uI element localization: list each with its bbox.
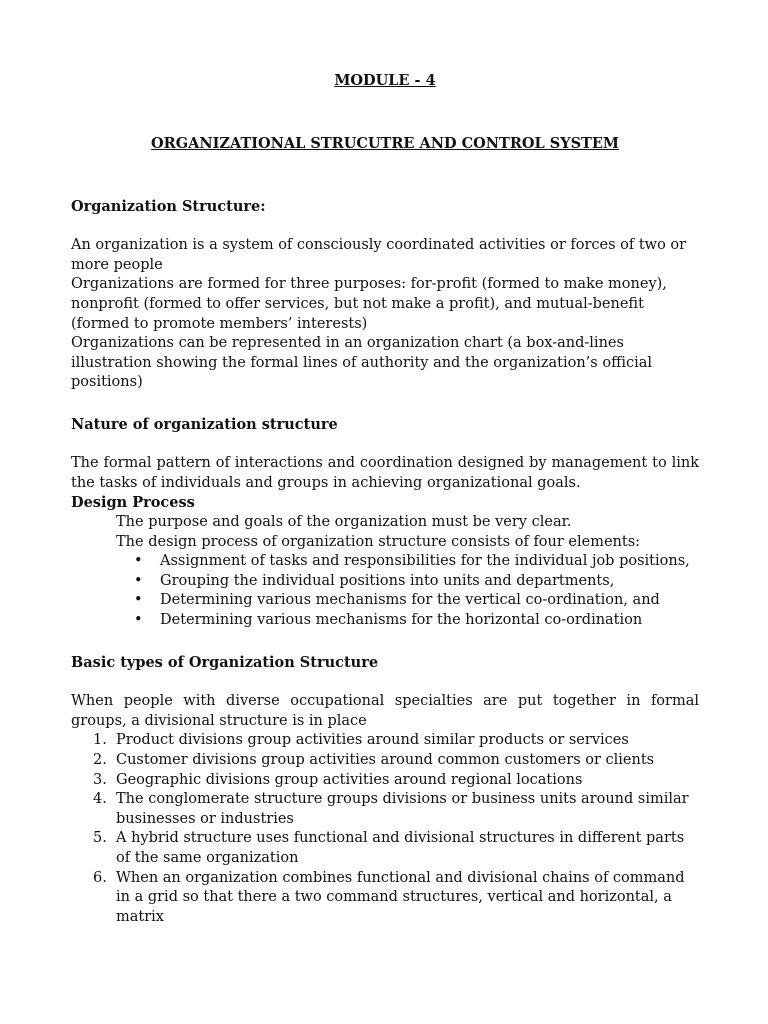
list-item xyxy=(93,869,699,928)
list-item xyxy=(93,751,699,771)
list-item xyxy=(134,591,699,611)
bullet-icon: • xyxy=(134,611,143,628)
indented-line: The purpose and goals of the organization must be very clear. xyxy=(116,513,572,530)
list-item xyxy=(134,611,699,631)
section-basic-types xyxy=(71,653,699,927)
list-item xyxy=(93,771,699,791)
list-item xyxy=(134,552,699,572)
list-item xyxy=(93,731,699,751)
list-number: 5. xyxy=(93,830,107,847)
list-item-text: Customer divisions group activities around common customers or clients xyxy=(116,751,655,768)
list-item-text: Determining various mechanisms for the vertical co-ordination, and xyxy=(160,592,660,609)
document-title: ORGANIZATIONAL STRUCUTRE AND CONTROL SYSTEM xyxy=(151,135,619,152)
section-heading: Organization Structure: xyxy=(71,198,266,215)
list-item-text: A hybrid structure uses functional and divisional structures in different parts of the same organization xyxy=(116,830,685,866)
list-item-text: Product divisions group activities around similar products or services xyxy=(116,732,629,749)
structure-types-list xyxy=(71,731,699,927)
list-item xyxy=(93,790,699,829)
section-heading: Nature of organization structure xyxy=(71,416,338,433)
paragraph: An organization is a system of consciously coordinated activities or forces of two or more people xyxy=(71,237,687,273)
list-item xyxy=(93,829,699,868)
bullet-icon: • xyxy=(134,592,143,609)
list-item-text: Assignment of tasks and responsibilities for the individual job positions, xyxy=(160,553,690,570)
list-number: 2. xyxy=(93,751,107,768)
subheading-design-process: Design Process xyxy=(71,494,195,512)
list-number: 3. xyxy=(93,771,107,788)
paragraph: Organizations can be represented in an organization chart (a box-and-lines illustration showing the formal lines of authority and the organization’s official positions) xyxy=(71,335,653,391)
bullet-icon: • xyxy=(134,572,143,589)
section-organization-structure xyxy=(71,197,699,393)
bullet-icon: • xyxy=(134,553,143,570)
paragraph: The formal pattern of interactions and coordination designed by management to link the tasks of individuals and groups in achieving organizational goals. xyxy=(71,455,699,491)
list-number: 1. xyxy=(93,732,107,749)
list-item-text: When an organization combines functional and divisional chains of command in a grid so that there a two command structures, vertical and horizontal, a matrix xyxy=(116,869,685,925)
list-item-text: Grouping the individual positions into units and departments, xyxy=(160,572,615,589)
list-item xyxy=(134,572,699,592)
section-nature-of-structure xyxy=(71,415,699,631)
list-number: 6. xyxy=(93,869,107,886)
design-elements-list xyxy=(71,552,699,630)
list-item-text: Geographic divisions group activities around regional locations xyxy=(116,771,583,788)
paragraph: When people with diverse occupational specialties are put together in formal groups, a divisional structure is in place xyxy=(71,693,699,729)
list-item-text: The conglomerate structure groups divisions or business units around similar businesses or industries xyxy=(116,791,689,827)
paragraph: Organizations are formed for three purposes: for-profit (formed to make money), nonprofit (formed to offer services, but not make a profit), and mutual-benefit (formed to promote members’ interests) xyxy=(71,276,667,332)
indented-line: The design process of organization structure consists of four elements: xyxy=(116,533,641,550)
module-title: MODULE - 4 xyxy=(334,72,436,89)
section-heading: Basic types of Organization Structure xyxy=(71,654,379,671)
list-number: 4. xyxy=(93,791,107,808)
list-item-text: Determining various mechanisms for the horizontal co-ordination xyxy=(160,611,643,628)
